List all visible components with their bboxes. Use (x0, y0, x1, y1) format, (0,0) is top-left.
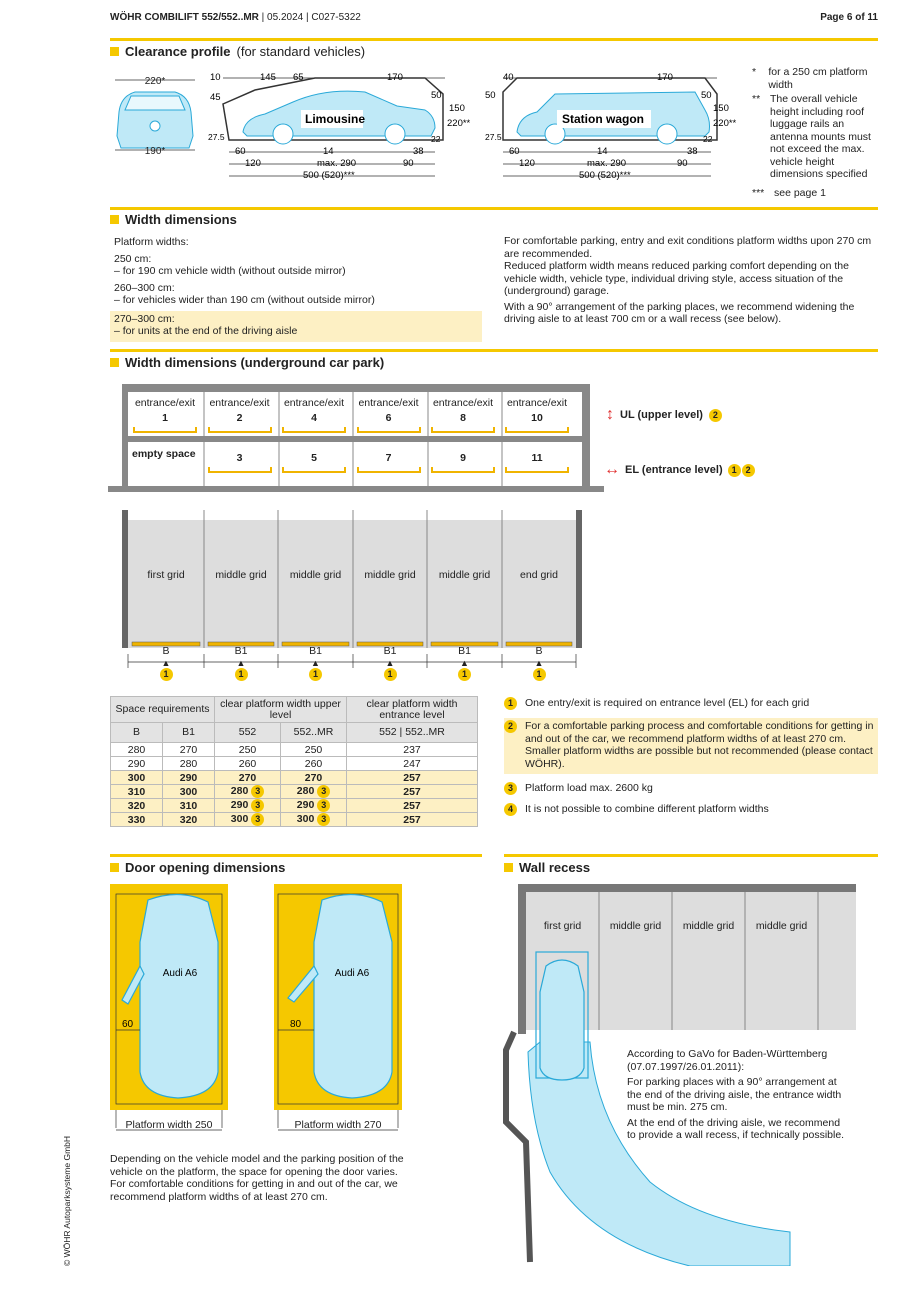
svg-text:50: 50 (485, 90, 496, 101)
svg-text:50: 50 (431, 90, 442, 101)
slot-column: entrance/exit 2 3 (202, 392, 277, 492)
legend: 1 One entry/exit is required on entrance level (EL) for each grid 2 For a comfortable parking process and comfortable conditions for getting in and out of the car, we recommend platform widths of at least 270 cm. Smaller platform widths are possible but not recommended (please contact WÖHR). 3 Platform load max. 2600 kg 4 It is not possible to combine different platform widths (504, 697, 878, 816)
svg-text:170: 170 (657, 72, 673, 83)
upper-level-slots (128, 392, 578, 492)
section-clearance-heading: Clearance profile (for standard vehicles) (110, 44, 365, 59)
width-recommendation-text: For comfortable parking, entry and exit conditions platform widths upon 270 cm are recommended. Reduced platform width means reduced parking comfort depending on the vehicle width, vehicle type, individual driving style, access situation of the (underground) garage. With a 90° arrangement of the parking places, we recommend widening the driving aisle to at least 700 cm or a wall recess (see below). (504, 235, 872, 325)
wagon-profile (503, 78, 717, 144)
svg-text:145: 145 (260, 72, 276, 83)
svg-text:27.5: 27.5 (208, 132, 225, 142)
section-width-heading: Width dimensions (110, 212, 237, 227)
divider (504, 854, 878, 857)
svg-text:14: 14 (597, 146, 608, 157)
svg-text:120: 120 (245, 158, 261, 169)
svg-text:22: 22 (703, 134, 713, 144)
doc-meta: | 05.2024 | C027-5322 (258, 12, 361, 23)
divider (110, 38, 878, 41)
svg-text:27.5: 27.5 (485, 132, 502, 142)
section-underground-heading: Width dimensions (underground car park) (110, 355, 384, 370)
door-text: Depending on the vehicle model and the parking position of the vehicle on the platform, the space for opening the door varies. For comfortable conditions for getting in and out of the car, we recommend platform widths of at least 270 cm. (110, 1153, 404, 1203)
svg-text:60: 60 (122, 1019, 134, 1030)
up-down-arrow-icon: ↕ (606, 406, 614, 423)
left-right-arrow-icon: ↔ (604, 461, 620, 478)
svg-text:50: 50 (701, 90, 712, 101)
doc-title: WÖHR COMBILIFT 552/552..MR (110, 12, 259, 23)
copyright: © WÖHR Autoparksysteme GmbH (62, 1135, 72, 1266)
svg-text:90: 90 (677, 158, 688, 169)
platform-widths-list: Platform widths: 250 cm: – for 190 cm vehicle width (without outside mirror) 260–300 cm: – for vehicles wider than 190 cm (without outside mirror) 270–300 cm: – for units at the end of the driving aisle (114, 236, 482, 342)
slot-column: entrance/exit 1 empty space (132, 397, 196, 460)
el-legend: ↔ EL (entrance level) 1 2 (604, 461, 755, 479)
clearance-notes: * for a 250 cm platform width ** The overall vehicle height including roof luggage rails an antenna mounts must not exceed the max. vehicle height dimensions specified *** see page 1 (752, 66, 871, 199)
svg-text:500 (520)***: 500 (520)*** (579, 170, 631, 181)
svg-text:10: 10 (210, 72, 221, 83)
front-width: 220* (144, 76, 166, 87)
svg-text:120: 120 (519, 158, 535, 169)
svg-text:14: 14 (323, 146, 334, 157)
section-door-heading: Door opening dimensions (110, 860, 285, 875)
grid-column: end grid B ▲ 1 (520, 569, 558, 679)
space-requirements-table: Space requirements clear platform width upper level clear platform width entrance level B B1 552 552..MR 552 | 552..MR 280 270 250 250 237 290 280 260 260 247 300 290 270 270 257 310 300 280 3 280 3 257 320 310 290 3 290 3 257 330 320 300 3 300 3 257 (110, 696, 478, 827)
table-row: 280 270 250 250 237 (111, 743, 478, 757)
table-row: 300 290 270 270 257 (111, 771, 478, 785)
limousine-label: Limousine (304, 112, 366, 126)
section-wall-heading: Wall recess (504, 860, 590, 875)
grid-column: middle grid B1 ▲ 1 (289, 569, 342, 679)
svg-text:65: 65 (293, 72, 304, 83)
svg-text:150: 150 (449, 103, 465, 114)
table-row: 310 300 280 3 280 3 257 (111, 785, 478, 799)
front-view-car (117, 92, 193, 148)
svg-text:max. 290: max. 290 (317, 158, 357, 169)
svg-text:220**: 220** (713, 118, 737, 129)
grid-column: middle grid B1 ▲ 1 (364, 569, 416, 679)
table-row: 290 280 260 260 247 (111, 757, 478, 771)
table-row: 330 320 300 3 300 3 257 (111, 813, 478, 827)
grid-column: first grid B ▲ 1 (147, 569, 185, 679)
svg-text:40: 40 (503, 72, 514, 83)
svg-text:60: 60 (509, 146, 520, 157)
svg-text:Audi A6: Audi A6 (334, 968, 370, 979)
wagon-label: Station wagon (562, 112, 644, 126)
divider (110, 207, 878, 210)
page-header (110, 12, 878, 23)
platform-270-label: Platform width 270 (294, 1119, 382, 1131)
svg-text:38: 38 (413, 146, 424, 157)
limousine-profile (223, 78, 443, 144)
svg-text:60: 60 (235, 146, 246, 157)
slot-column: entrance/exit 4 5 (277, 392, 351, 492)
svg-text:90: 90 (403, 158, 414, 169)
svg-text:max. 290: max. 290 (587, 158, 627, 169)
svg-text:45: 45 (210, 92, 221, 103)
slot-column: entrance/exit 10 11 (500, 392, 574, 492)
door-diagram (108, 882, 408, 1138)
wall-grid-labels: first grid middle grid middle grid middle grid (543, 920, 808, 932)
table-row: 320 310 290 3 290 3 257 (111, 799, 478, 813)
svg-text:170: 170 (387, 72, 403, 83)
grid-columns (128, 520, 576, 681)
svg-text:Audi A6: Audi A6 (162, 968, 198, 979)
clearance-diagram (105, 66, 755, 192)
ul-legend: ↕ UL (upper level) 2 (606, 406, 722, 424)
page-number: Page 6 of 11 (820, 12, 878, 23)
svg-text:80: 80 (290, 1019, 302, 1030)
divider (110, 349, 878, 352)
grid-column: middle grid B1 ▲ 1 (215, 569, 267, 679)
svg-text:500 (520)***: 500 (520)*** (303, 170, 355, 181)
grid-column: middle grid B1 ▲ 1 (438, 569, 491, 679)
svg-text:38: 38 (687, 146, 698, 157)
svg-text:220**: 220** (447, 118, 471, 129)
divider (110, 854, 482, 857)
front-bottom-width: 190* (144, 146, 166, 157)
svg-text:22: 22 (431, 134, 441, 144)
svg-text:150: 150 (713, 103, 729, 114)
slot-column: entrance/exit 6 7 (351, 392, 426, 492)
wall-text: According to GaVo for Baden-Württemberg (07.07.1997/26.01.2011): For parking places with a 90° arrangement at the end of the driving aisle, the entrance width must be min. 275 cm. At the end of the driving aisle, we recommend to provide a wall recess, if technically possible. (627, 1048, 845, 1141)
slot-column: entrance/exit 8 9 (426, 392, 500, 492)
platform-250-label: Platform width 250 (125, 1119, 213, 1131)
